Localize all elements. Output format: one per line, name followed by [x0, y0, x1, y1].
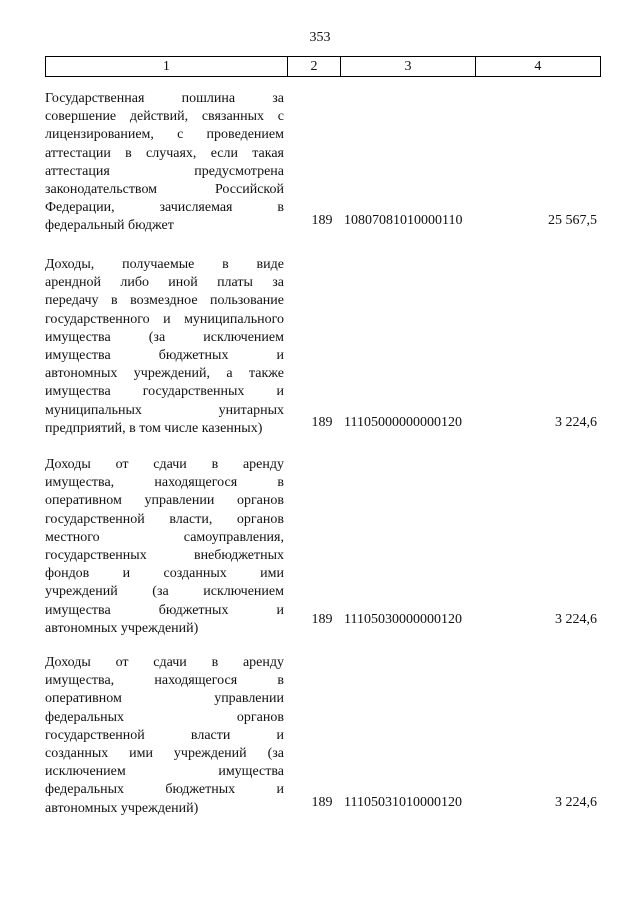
row-kbk-code: 11105000000000120: [344, 415, 462, 430]
description-line: Доходы от сдачи в аренду: [45, 655, 284, 670]
description-line: имущества бюджетных и: [45, 602, 284, 618]
description-line: государственной власти и: [45, 727, 284, 743]
table-row: [45, 256, 601, 436]
description-line: предприятий, в том числе казенных): [45, 420, 263, 436]
row-admin-code: 189: [311, 612, 333, 627]
row-amount: 3 224,6: [555, 415, 597, 430]
description-line: имущества бюджетных и: [45, 348, 284, 364]
description-line: автономных учреждений): [45, 620, 199, 636]
description-line: федеральных бюджетных и: [45, 782, 284, 798]
description-line: аттестации в случаях, если такая: [45, 145, 284, 161]
table-row: [45, 456, 601, 636]
row-amount: 3 224,6: [555, 795, 597, 810]
description-line: Доходы, получаемые в виде: [45, 257, 284, 272]
row-admin-code: 189: [311, 415, 333, 430]
description-line: оперативном управлении органов: [45, 493, 284, 509]
description-line: федеральный бюджет: [45, 218, 174, 234]
table-row: [45, 654, 601, 819]
description-line: государственного и муниципального: [45, 311, 284, 327]
row-description: [45, 654, 284, 818]
description-line: федеральных органов: [45, 709, 284, 725]
description-line: автономных учреждений): [45, 800, 199, 816]
description-line: передачу в возмездное пользование: [45, 293, 284, 309]
row-amount: 3 224,6: [555, 612, 597, 627]
column-header-3: 3: [341, 57, 475, 77]
column-header-4: 4: [475, 57, 600, 77]
column-header-row: [46, 57, 601, 77]
description-line: местного самоуправления,: [45, 529, 284, 545]
row-kbk-code: 11105030000000120: [344, 612, 462, 627]
column-header-1: 1: [46, 57, 288, 77]
description-line: арендной либо иной платы за: [45, 275, 284, 291]
row-kbk-code: 11105031010000120: [344, 795, 462, 810]
row-amount: 25 567,5: [548, 213, 597, 228]
description-line: законодательством Российской: [45, 182, 284, 198]
description-line: Федерации, зачисляемая в: [45, 200, 284, 216]
column-header-2: 2: [287, 57, 341, 77]
row-description: [45, 456, 284, 638]
description-line: созданных ими учреждений (за: [45, 746, 284, 762]
row-description: [45, 90, 284, 236]
row-description: [45, 256, 284, 438]
description-line: государственной власти, органов: [45, 511, 284, 527]
description-line: совершение действий, связанных с: [45, 109, 284, 125]
description-line: Доходы от сдачи в аренду: [45, 457, 284, 472]
description-line: учреждений (за исключением: [45, 584, 284, 600]
description-line: имущества (за исключением: [45, 329, 284, 345]
row-admin-code: 189: [311, 795, 333, 810]
table-row: [45, 90, 601, 240]
page-number: 353: [309, 30, 331, 45]
column-header-table: [45, 56, 601, 77]
description-line: муниципальных унитарных: [45, 402, 284, 418]
description-line: имущества, находящегося в: [45, 475, 284, 491]
description-line: имущества государственных и: [45, 384, 284, 400]
description-line: автономных учреждений, а также: [45, 366, 284, 382]
description-line: фондов и созданных ими: [45, 566, 284, 582]
description-line: аттестация предусмотрена: [45, 163, 284, 179]
description-line: оперативном управлении: [45, 691, 284, 707]
row-kbk-code: 10807081010000110: [344, 213, 463, 228]
description-line: лицензированием, с проведением: [45, 127, 284, 143]
description-line: имущества, находящегося в: [45, 673, 284, 689]
description-line: государственных внебюджетных: [45, 548, 284, 564]
row-admin-code: 189: [311, 213, 333, 228]
description-line: исключением имущества: [45, 764, 284, 780]
description-line: Государственная пошлина за: [45, 91, 284, 106]
